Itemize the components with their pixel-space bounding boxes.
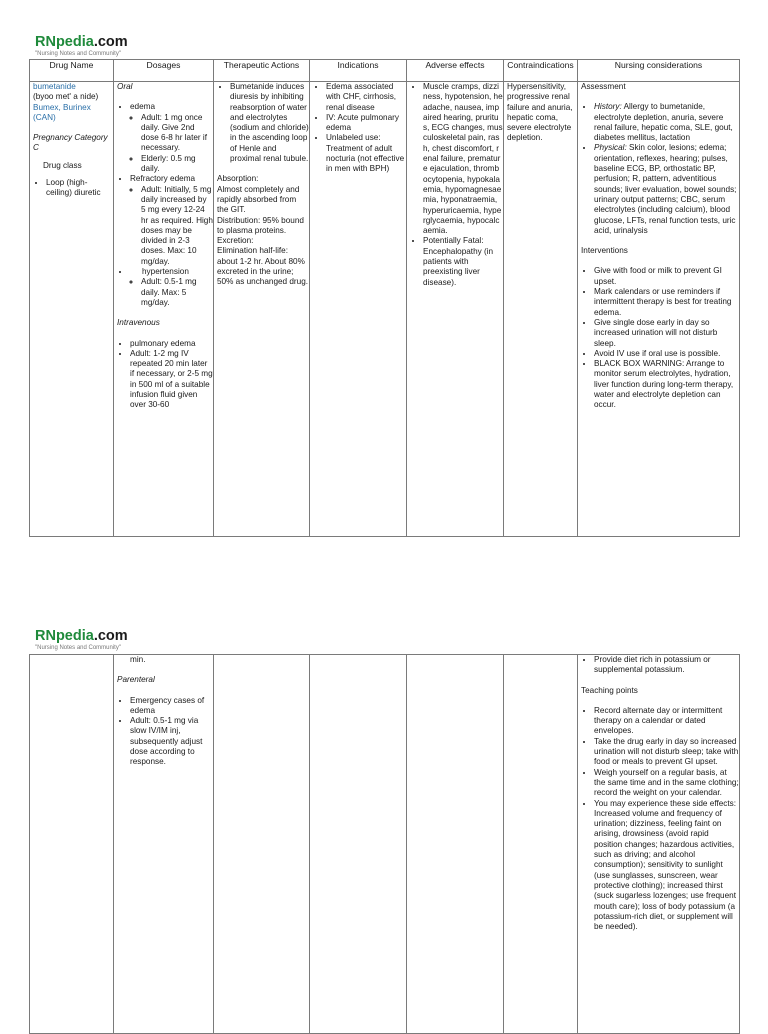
adverse-main: • Muscle cramps, dizziness, hypotension, headache, nausea, impaired hearing, pruritus, ECG changes, musculoskeletal pain, rash, chest discomfort, renal failure, premature ejaculation, thrombocytopenia, hypokalaemia, hypomagnesaemia, hyponatraemia, hyperuricaemia, hyperglycaemia, hypocalcaemia. bbox=[423, 82, 503, 236]
iv-label: Intravenous bbox=[117, 318, 160, 328]
dose-emergency: • Emergency cases of edema bbox=[130, 696, 213, 717]
indication-item: • Edema associated with CHF, cirrhosis, renal disease bbox=[326, 82, 406, 113]
brand-logo[interactable]: RNpedia.com bbox=[35, 34, 128, 50]
tagline: "Nursing Notes and Community" bbox=[35, 51, 121, 57]
excretion-label: Excretion: bbox=[217, 236, 254, 246]
intervention-item: • Give with food or milk to prevent GI upset. bbox=[594, 266, 739, 287]
cell-therapeutic-actions bbox=[214, 655, 310, 1034]
contraindications-text: Hypersensitivity, progressive renal failure and anuria, hepatic coma, severe electrolyte depletion. bbox=[507, 82, 573, 143]
indication-item: • Unlabeled use: Treatment of adult nocturia (not effective in men with BPH) bbox=[326, 133, 406, 174]
teaching-item: • Weigh yourself on a regular basis, at the same time and in the same clothing; record the weight on your calendar. bbox=[594, 768, 739, 799]
col-nursing-considerations: Nursing considerations bbox=[578, 60, 740, 82]
assessment-label: Assessment bbox=[581, 82, 626, 91]
brand-logo[interactable]: RNpedia.com bbox=[35, 628, 128, 644]
parenteral-label: Parenteral bbox=[117, 675, 155, 685]
dose-edema-adult: ◦ Adult: 1 mg once daily. Give 2nd dose 6-8 hr later if necessary. bbox=[141, 113, 213, 154]
distribution-text: Distribution: 95% bound to plasma proteins. bbox=[217, 215, 304, 235]
dose-refractory: Refractory edema bbox=[130, 174, 196, 184]
dose-pulmonary-adult: • Adult: 1-2 mg IV repeated 20 min later if necessary, or 2-5 mg in 500 ml of a suitable infusion fluid given over 30-60 bbox=[130, 349, 213, 411]
cell-indications bbox=[310, 655, 407, 1034]
cell-nursing-considerations bbox=[578, 82, 740, 537]
oral-label: Oral bbox=[117, 82, 133, 91]
dose-cont-min: min. bbox=[130, 655, 146, 664]
col-drug-name: Drug Name bbox=[30, 60, 114, 82]
intervention-item: • Give single dose early in day so increased urination will not disturb sleep. bbox=[594, 318, 739, 349]
col-contraindications: Contraindications bbox=[504, 60, 578, 82]
cell-nursing-considerations bbox=[578, 655, 740, 1034]
cell-dosages bbox=[114, 655, 214, 1034]
intervention-item: • Mark calendars or use reminders if intermittent therapy is best for treating edema. bbox=[594, 287, 739, 318]
col-indications: Indications bbox=[310, 60, 407, 82]
dose-pulmonary: • pulmonary edema bbox=[130, 339, 213, 349]
dose-refractory-adult: ◦ Adult: Initially, 5 mg daily increased by 5 mg every 12-24 hr as required. High doses may be divided in 2-3 doses. Max: 10 mg/day. bbox=[141, 185, 213, 267]
action-main: • Bumetanide induces diuresis by inhibiting reabsorption of water and electrolytes (sodium and chloride) in the ascending loop of Henle and proximal renal tubule. bbox=[230, 82, 309, 164]
excretion-text: Elimination half-life: about 1-2 hr. About 80% excreted in the urine; 50% as unchanged drug. bbox=[217, 246, 309, 287]
cell-dosages bbox=[114, 82, 214, 537]
dose-hypertension-adult: ◦ Adult: 0.5-1 mg daily. Max: 5 mg/day. bbox=[141, 277, 213, 308]
col-adverse-effects: Adverse effects bbox=[407, 60, 504, 82]
dose-edema: edema bbox=[130, 102, 156, 112]
cell-drug-name bbox=[30, 82, 114, 537]
cell-drug-name bbox=[30, 655, 114, 1034]
indication-item: • IV: Acute pulmonary edema bbox=[326, 113, 406, 134]
cell-contraindications bbox=[504, 655, 578, 1034]
drug-name-link[interactable]: bumetanide bbox=[33, 82, 76, 91]
dose-hypertension: hypertension bbox=[142, 267, 189, 277]
cell-indications bbox=[310, 82, 407, 537]
teaching-item: • Record alternate day or intermittent therapy on a calendar or dated envelopes. bbox=[594, 706, 739, 737]
absorption-text: Almost completely and rapidly absorbed from the GIT. bbox=[217, 184, 300, 215]
cell-therapeutic-actions bbox=[214, 82, 310, 537]
drug-table-page-2 bbox=[29, 654, 740, 1034]
brand-names-link[interactable]: Bumex, Burinex (CAN) bbox=[33, 102, 91, 122]
drug-table-page-1 bbox=[29, 59, 740, 537]
teaching-item: • You may experience these side effects: Increased volume and frequency of urination; dizziness, feeling faint on arising, drowsiness (avoid rapid position changes; hazardous activities, such as driving; and alcohol consumption); sensitivity to sunlight (use sunglasses, sunscreen, wear protective clothing); increased thirst (suck sugarless lozenges; use frequent mouth care); loss of body potassium (a potassium-rich diet, or supplement will be needed). bbox=[594, 799, 739, 933]
dose-edema-elderly: ◦ Elderly: 0.5 mg daily. bbox=[141, 154, 213, 175]
adverse-fatal: • Potentially Fatal: Encephalopathy (in patients with preexisting liver disease). bbox=[423, 236, 503, 287]
intervention-item: • Provide diet rich in potassium or supplemental potassium. bbox=[594, 655, 739, 676]
history-item: • History: Allergy to bumetanide, electrolyte depletion, anuria, severe renal failure, hepatic coma, SLE, gout, diabetes mellitus, lactation bbox=[594, 102, 739, 143]
intervention-item: • Avoid IV use if oral use is possible. bbox=[594, 349, 739, 359]
pronunciation: (byoo met' a nide) bbox=[33, 92, 99, 102]
drug-class: • Loop (high-ceiling) diuretic bbox=[46, 178, 113, 199]
col-therapeutic-actions: Therapeutic Actions bbox=[214, 60, 310, 82]
teaching-item: • Take the drug early in day so increased urination will not disturb sleep; take with food or meals to prevent GI upset. bbox=[594, 737, 739, 768]
dose-emergency-adult: • Adult: 0.5-1 mg via slow IV/IM inj, subsequently adjust dose according to response. bbox=[130, 716, 213, 767]
cell-adverse-effects bbox=[407, 82, 504, 537]
drug-class-label: Drug class bbox=[43, 160, 82, 170]
pregnancy-category: Pregnancy Category C bbox=[33, 133, 108, 153]
col-dosages: Dosages bbox=[114, 60, 214, 82]
intervention-item: • BLACK BOX WARNING: Arrange to monitor serum electrolytes, hydration, liver function during long-term therapy, water and electrolyte depletion can occur. bbox=[594, 359, 739, 410]
absorption-label: Absorption: bbox=[217, 174, 259, 184]
teaching-label: Teaching points bbox=[581, 685, 638, 695]
cell-contraindications bbox=[504, 82, 578, 537]
interventions-label: Interventions bbox=[581, 246, 628, 256]
tagline: "Nursing Notes and Community" bbox=[35, 645, 121, 651]
cell-adverse-effects bbox=[407, 655, 504, 1034]
physical-item: • Physical: Skin color, lesions; edema; orientation, reflexes, hearing; pulses, baseline ECG, BP, orthostatic BP, perfusion; R, pattern, adventitious sounds; liver evaluation, bowel sounds; urinary output patterns; CBC, serum electrolytes (including calcium), blood glucose, LFTs, renal function tests, uric acid, urinalysis bbox=[594, 143, 739, 236]
